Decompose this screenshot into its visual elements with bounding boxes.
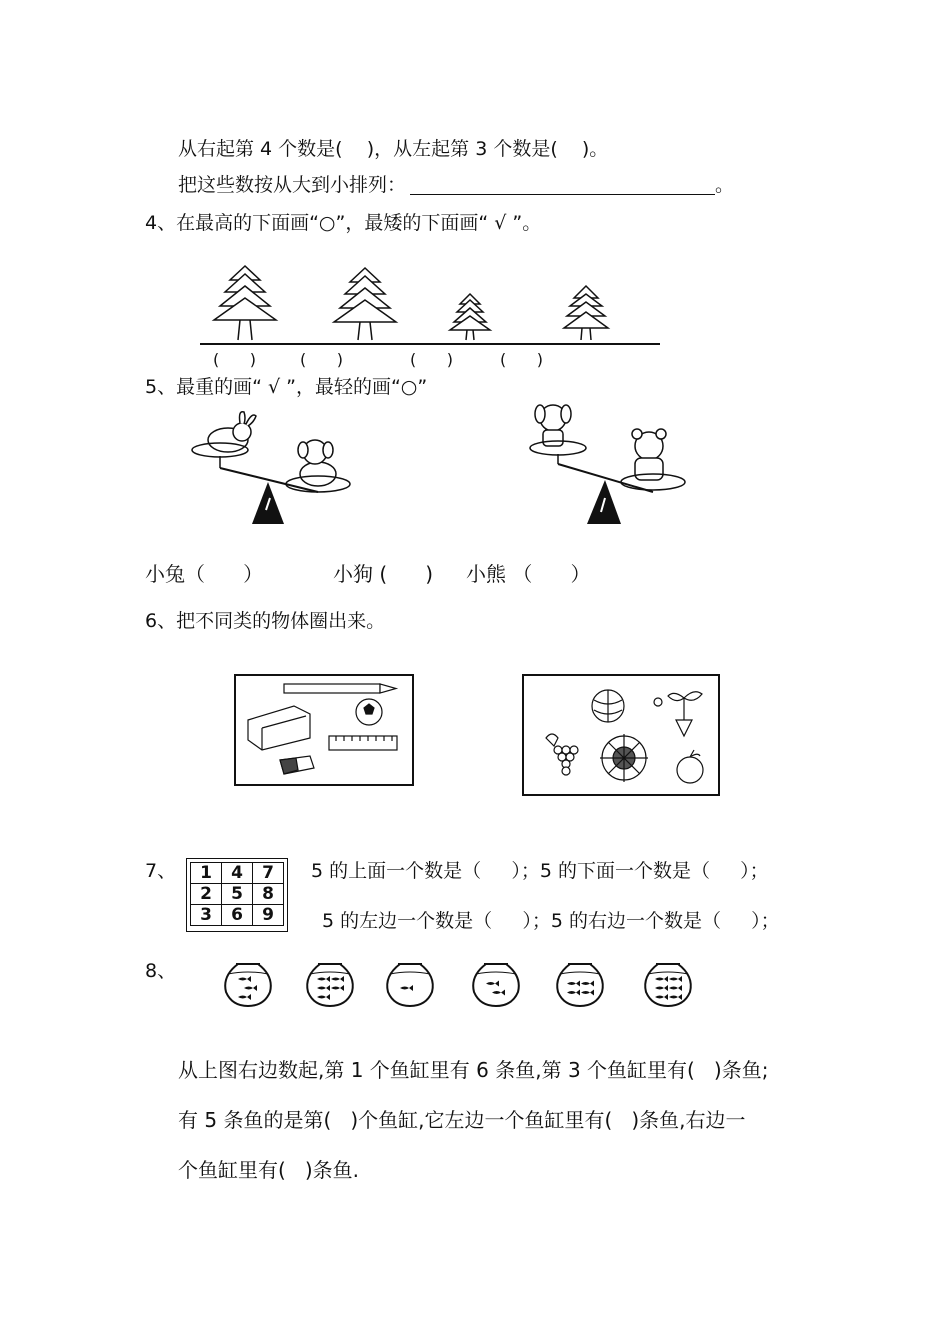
grid-cell: 4	[222, 863, 253, 884]
question-7-line-2: 5 的左边一个数是（ ）；5 的右边一个数是（ ）；	[322, 910, 780, 932]
rabbit-answer[interactable]: 小兔（ ）	[145, 562, 264, 586]
fishbowl-icon	[557, 964, 603, 1006]
grid-cell: 8	[253, 884, 284, 905]
answer-paren[interactable]: ( )	[410, 350, 453, 369]
question-8-line-1: 从上图右边数起,第 1 个鱼缸里有 6 条鱼,第 3 个鱼缸里有( )条鱼;	[178, 1058, 769, 1082]
answer-blank[interactable]	[410, 193, 715, 195]
sort-question-end: 。	[715, 174, 735, 196]
question-6: 6、把不同类的物体圈出来。	[145, 610, 386, 632]
book-icon	[248, 706, 310, 750]
eraser-icon	[280, 756, 314, 774]
football-icon	[356, 699, 382, 725]
ruler-icon	[329, 736, 397, 750]
stationery-illustration	[236, 676, 412, 784]
grid-cell: 7	[253, 863, 284, 884]
grid-cell: 5	[222, 884, 253, 905]
fishbowl-icon	[387, 964, 433, 1006]
plants-box	[522, 674, 720, 796]
answer-paren[interactable]: ( )	[213, 350, 256, 369]
grid-cell: 6	[222, 905, 253, 926]
question-7-line-1: 5 的上面一个数是（ ）；5 的下面一个数是（ ）；	[311, 860, 769, 882]
question-8-line-3: 个鱼缸里有( )条鱼.	[178, 1158, 360, 1182]
bear-icon	[632, 429, 666, 480]
grid-cell: 1	[191, 863, 222, 884]
scale-rabbit-dog-illustration	[190, 410, 370, 530]
pencil-icon	[284, 684, 396, 693]
rabbit-icon	[208, 412, 256, 452]
tree-icon	[214, 266, 276, 340]
bear-answer[interactable]: 小熊 （ ）	[466, 562, 591, 586]
dog-icon	[298, 440, 336, 486]
trees-illustration	[200, 258, 670, 358]
dog-icon	[535, 405, 571, 446]
fishbowl-icon	[473, 964, 519, 1006]
number-grid	[190, 862, 284, 926]
grid-cell: 3	[191, 905, 222, 926]
fishbowls-illustration	[218, 958, 718, 1018]
sort-question-text: 把这些数按从大到小排列：	[178, 174, 407, 196]
tree-icon	[450, 294, 490, 340]
question-7-label: 7、	[145, 860, 177, 882]
tree-icon	[334, 268, 396, 340]
question-5: 5、最重的画“ √ ”，最轻的画“○”	[145, 376, 428, 398]
plants-illustration	[524, 676, 718, 794]
question-8-line-2: 有 5 条鱼的是第( )个鱼缸,它左边一个鱼缸里有( )条鱼,右边一	[178, 1108, 746, 1132]
sunflower-icon	[600, 734, 648, 782]
tree-icon	[564, 286, 608, 340]
answer-paren[interactable]: ( )	[500, 350, 543, 369]
strawberry-plant-icon	[654, 692, 702, 736]
stationery-box	[234, 674, 414, 786]
ball-icon	[592, 690, 624, 722]
fishbowl-icon	[225, 964, 271, 1006]
fishbowl-icon	[307, 964, 353, 1006]
grid-cell: 9	[253, 905, 284, 926]
fishbowl-icon	[645, 964, 691, 1006]
dog-answer[interactable]: 小狗 ( )	[333, 562, 434, 586]
sort-question-line	[178, 176, 734, 195]
grape-icon	[546, 734, 578, 775]
scale-dog-bear-illustration	[525, 400, 705, 530]
orange-icon	[677, 750, 703, 783]
question-4: 4、在最高的下面画“○”，最矮的下面画“ √ ”。	[145, 212, 542, 234]
question-8-label: 8、	[145, 960, 177, 982]
answer-paren[interactable]: ( )	[300, 350, 343, 369]
grid-cell: 2	[191, 884, 222, 905]
order-question-line: 从右起第 4 个数是( )，从左起第 3 个数是( )。	[178, 138, 609, 160]
